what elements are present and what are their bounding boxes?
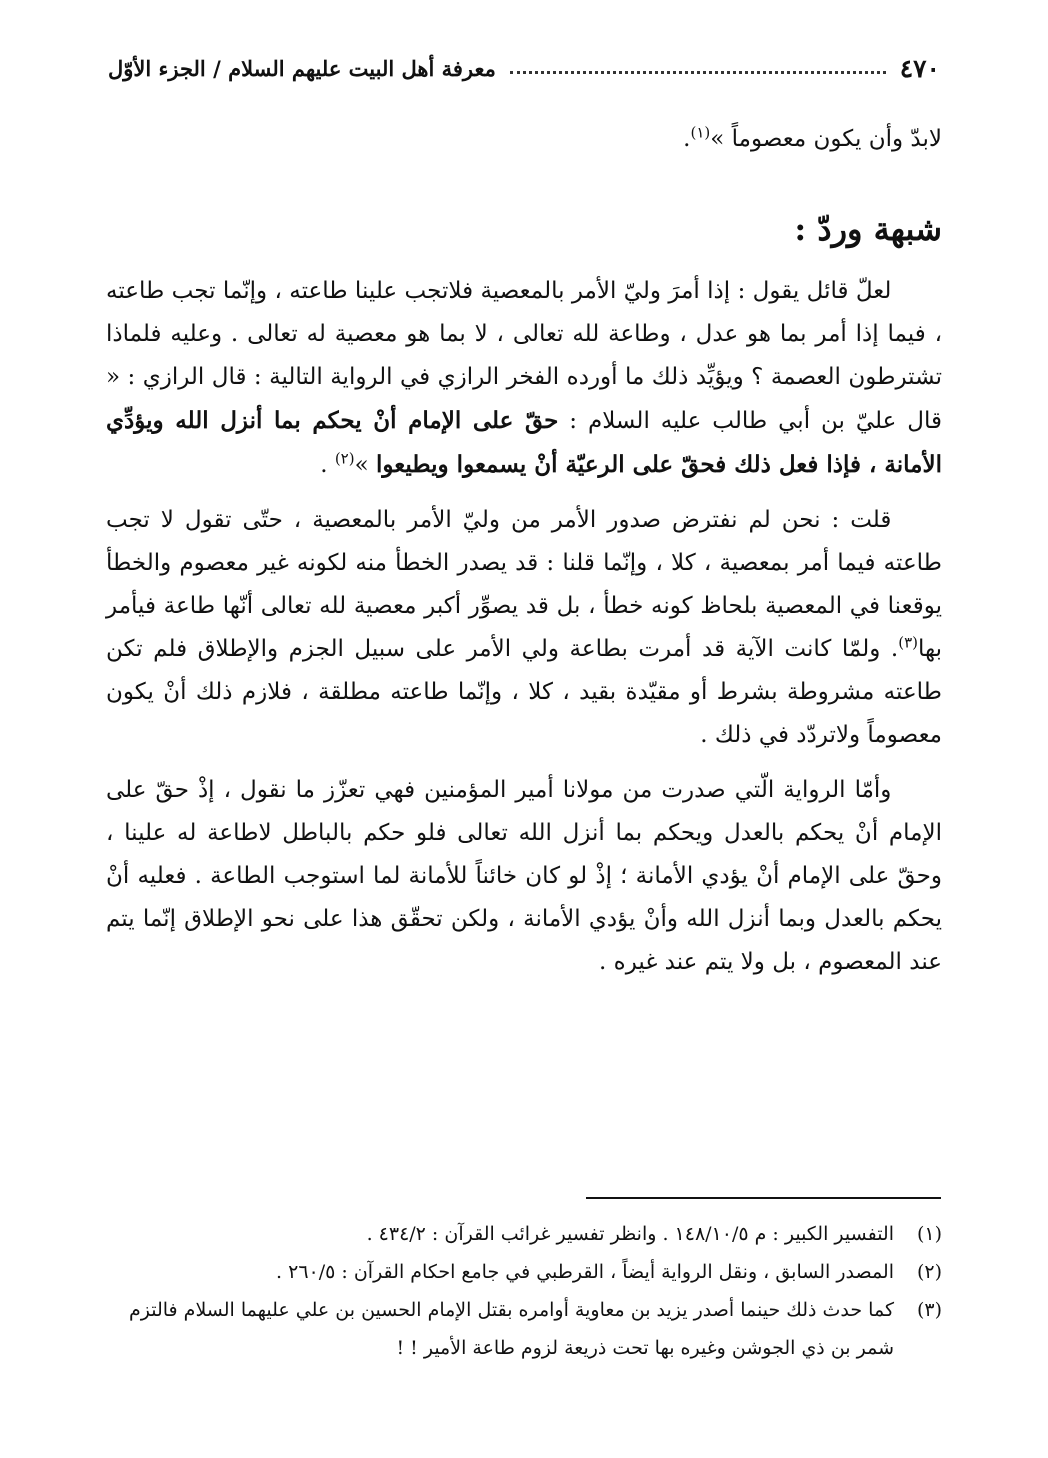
quoted-narration: حقّ على الإمام أنْ يحكم بما أنزل الله ويؤدِّي الأمانة ، فإذا فعل ذلك فحقّ على الرعيّة أنْ يسمعوا ويطيعوا [106,407,942,478]
page-number: ٤٧٠ [899,53,940,83]
footnote [106,1291,942,1367]
footnote-text: كما حدث ذلك حينما أصدر يزيد بن معاوية أوامره بقتل الإمام الحسين بن علي عليهما السلام فالتزم شمر بن ذي الجوشن وغيره بها تحت ذريعة لزوم طاعة الأمير ! ! [129,1299,894,1359]
paragraph-objection: لعلّ قائل يقول : إذا أمرَ وليّ الأمر بالمعصية فلاتجب علينا طاعته ، وإنّما تجب طاعته ، فيما إذا أمر بما هو عدل ، وطاعة لله تعالى ، لا بما هو معصية له تعالى . وعليه فلماذا تشترطون العصمة ؟ ويؤيِّد ذلك ما أورده الفخر الرازي في الرواية التالية : قال الرازي : « قال عليّ بن أبي طالب عليه السلام : حقّ على الإمام أنْ يحكم بما أنزل الله ويؤدِّي الأمانة ، فإذا فعل ذلك فحقّ على الرعيّة أنْ يسمعوا ويطيعوا »$^{(٢)}$ . [106,278,942,478]
footnote-number: (٣) [916,1299,942,1321]
page-body [106,118,942,984]
footnote-text: التفسير الكبير : م ١٤٨/١٠/٥ . وانظر تفسير غرائب القرآن : ٤٣٤/٢ . [366,1223,894,1245]
footnote-text: المصدر السابق ، ونقل الرواية أيضاً ، القرطبي في جامع احكام القرآن : ٢٦٠/٥ . [276,1261,894,1283]
footnote [106,1215,942,1253]
footnote-ref-1: (١) [690,123,711,142]
footnote-separator [586,1197,941,1199]
page-header [108,48,940,88]
footnote-number: (١) [916,1223,942,1245]
paragraph-reply: قلت : نحن لم نفترض صدور الأمر من وليّ الأمر بالمعصية ، حتّى تقول لا تجب طاعته فيما أمر بمعصية ، كلا ، وإنّما قلنا : قد يصدر الخطأ منه لكونه غير معصوم والخطأ يوقعنا في المعصية بلحاظ كونه خطأ ، بل قد يصوِّر أكبر معصية لله تعالى أنّها طاعة فيأمر بها$^{(٣)}$. ولمّا كانت الآية قد أمرت بطاعة ولي الأمر على سبيل الجزم والإطلاق فلم تكن طاعته مشروطة بشرط أو مقيّدة بقيد ، كلا ، وإنّما طاعته مطلقة ، فلازم ذلك أنْ يكون معصوماً ولاتردّد في ذلك . [106,507,942,748]
footnote-ref-3: (٣) [898,633,918,652]
footnotes [106,1215,942,1367]
footnote-number: (٢) [916,1261,942,1283]
footnote-ref-2: (٢) [334,449,355,468]
dot-leader [510,71,886,74]
continuation-line: لابدّ وأن يكون معصوماً »$^{(١)}$. [683,123,942,152]
footnote [106,1253,942,1291]
paragraph-narration-analysis: وأمّا الرواية الّتي صدرت من مولانا أمير المؤمنين فهي تعزّز ما نقول ، إذْ حقّ على الإمام أنْ يحكم بالعدل ويحكم بما أنزل الله تعالى فلو حكم بالباطل لاطاعة له علينا ، وحقّ على الإمام أنْ يؤدي الأمانة ؛ إذْ لو كان خائناً للأمانة لما استوجب الطاعة . فعليه أنْ يحكم بالعدل وبما أنزل الله وأنْ يؤدي الأمانة ، ولكن تحقّق هذا على نحو الإطلاق إنّما يتم عند المعصوم ، بل ولا يتم عند غيره . [106,777,942,975]
running-title: معرفة أهل البيت عليهم السلام / الجزء الأوّل [108,55,496,81]
section-heading: شبهة وردّ : [794,210,942,248]
